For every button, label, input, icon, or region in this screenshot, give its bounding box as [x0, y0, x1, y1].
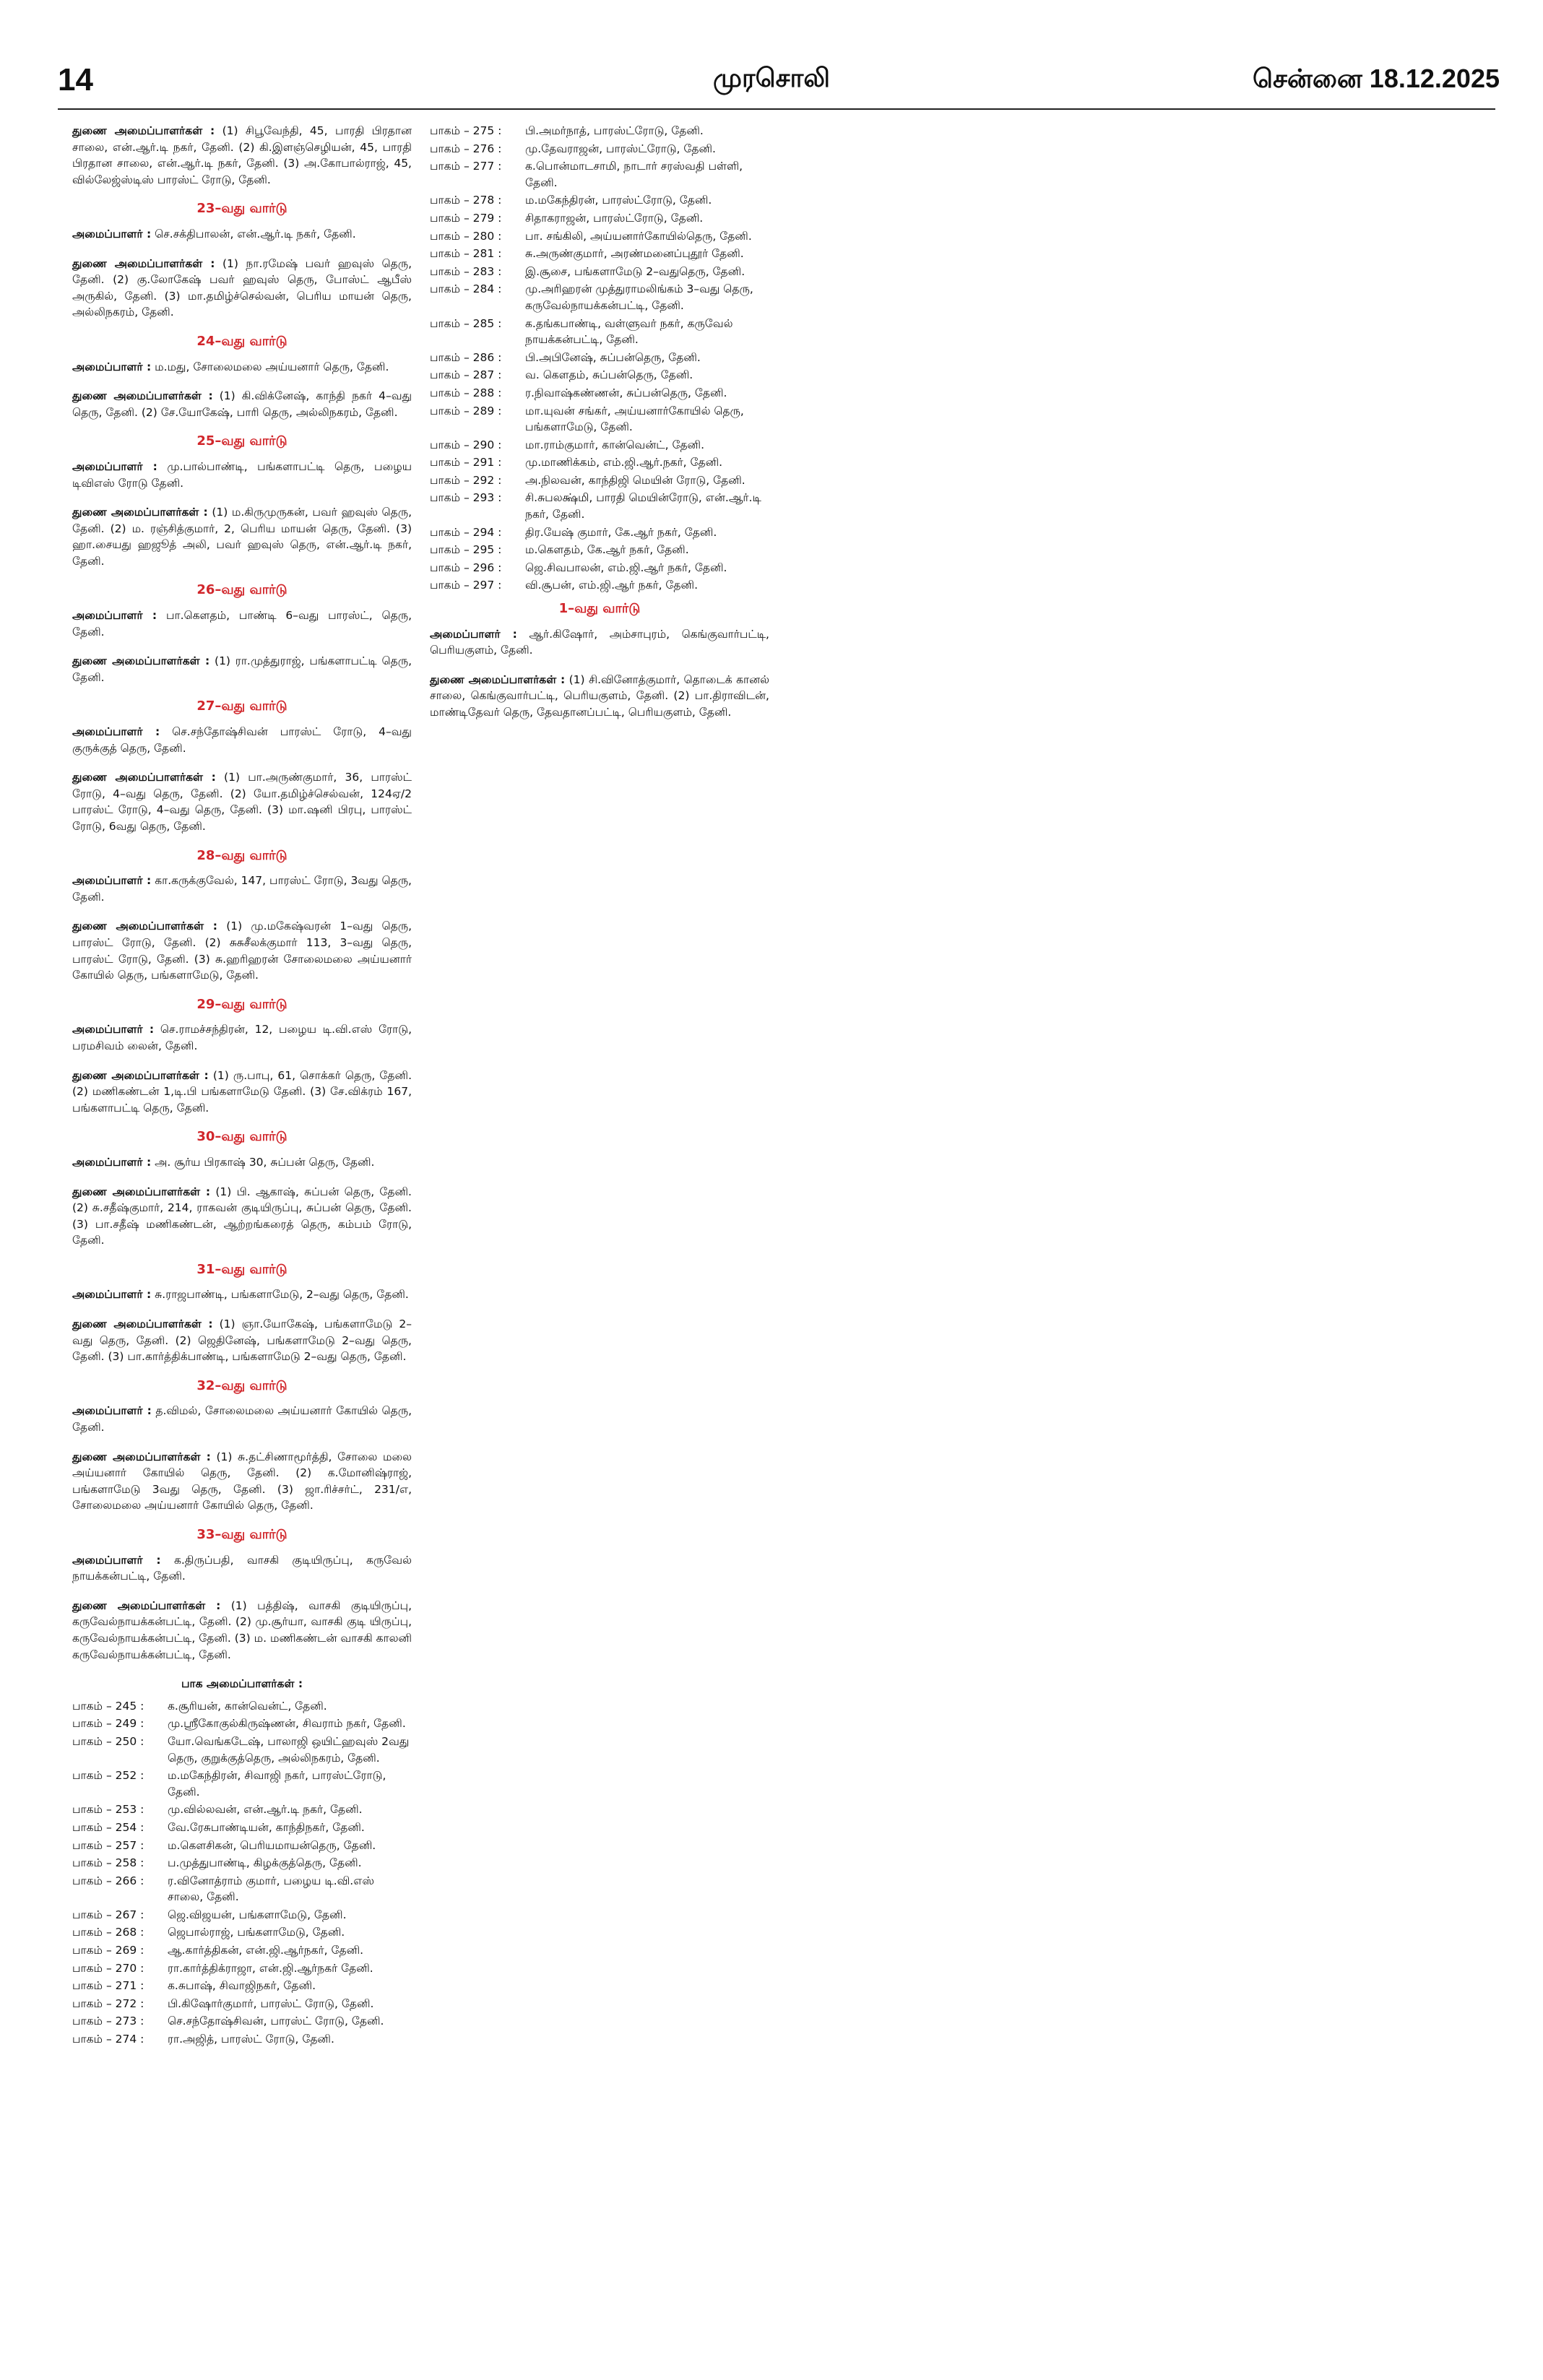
booth-person: வி.சூபன், எம்.ஜி.ஆர் நகர், தேனி. [525, 579, 699, 592]
booth-person: சிதாகராஜன், பாரஸ்ட்ரோடு, தேனி. [525, 211, 704, 225]
appointment-paragraph [72, 504, 412, 569]
role-label: துணை அமைப்பாளர்கள் : [72, 1598, 221, 1612]
ward-heading: 1–வது வார்டு [558, 601, 641, 617]
booth-entry [430, 472, 769, 489]
appointee-details: செ.சந்தோஷ்சிவன் பாரஸ்ட் ரோடு, 4–வது குருக்குத் தெரு, தேனி. [72, 725, 412, 755]
role-label: அமைப்பாளர் : [72, 725, 160, 739]
booth-entry [430, 158, 769, 191]
booth-number: பாகம் – 245 : [72, 1699, 144, 1713]
booth-number: பாகம் – 273 : [72, 2015, 144, 2028]
booth-person: ர.வினோத்ராம் குமார், பழைய டி.வி.எஸ் சாலை, தேனி. [168, 1874, 374, 1904]
booth-entry [72, 1942, 412, 1959]
booth-person: க.பொன்மாடசாமி, நாடார் சரஸ்வதி பள்ளி, தேனி. [525, 160, 743, 189]
booth-person: ம.கௌசிகன், பெரியமாயன்தெரு, தேனி. [168, 1838, 376, 1852]
appointee-details: (1) ரா.முத்துராஜ், பங்களாபட்டி தெரு, தேனி. [72, 654, 412, 684]
appointment-paragraph [72, 1184, 412, 1249]
booth-entry [72, 1996, 412, 2012]
booth-number: பாகம் – 284 : [430, 282, 502, 296]
edition-date: சென்னை 18.12.2025 [1252, 64, 1500, 93]
role-label: துணை அமைப்பாளர்கள் : [430, 672, 566, 686]
appointment-paragraph [72, 769, 412, 834]
role-label: துணை அமைப்பாளர்கள் : [72, 389, 213, 403]
role-label: துணை அமைப்பாளர்கள் : [72, 1068, 209, 1082]
appointee-details: (1) பத்திஷ், வாசகி குடியிருப்பு, கருவேல்நாயக்கன்பட்டி, தேனி. (2) மு.சூர்யா, வாசகி குடி யிருப்பு, கருவேல்நாயக்கன்பட்டி, தேனி. (3) ம. மணிகண்டன் வாசகி காலனி கருவேல்நாயக்கன்பட்டி, தேனி. [72, 1598, 412, 1661]
role-label: அமைப்பாளர் : [72, 1023, 155, 1037]
booth-person: அ.நிலவன், காந்திஜி மெயின் ரோடு, தேனி. [525, 473, 745, 487]
booth-entry [430, 210, 769, 227]
booth-entry [430, 490, 769, 522]
ward-heading: 31–வது வார்டு [196, 1261, 288, 1277]
appointee-details: ம.மது, சோலைமலை அய்யனார் தெரு, தேனி. [155, 360, 389, 373]
booth-entry [72, 2013, 412, 2030]
booth-person: வ. கௌதம், சுப்பன்தெரு, தேனி. [525, 368, 693, 382]
appointee-details: (1) நா.ரமேஷ் பவர் ஹவுஸ் தெரு, தேனி. (2) கு.லோகேஷ் பவர் ஹவுஸ் தெரு, போஸ்ட் ஆபீஸ் அருகில், தேனி. (3) மா.தமிழ்ச்செல்வன், பெரிய மாயன் தெரு, அல்லிநகரம், தேனி. [72, 256, 412, 319]
appointment-paragraph [72, 1286, 412, 1303]
role-label: அமைப்பாளர் : [72, 1155, 152, 1169]
booth-person: மு.மாணிக்கம், எம்.ஜி.ஆர்.நகர், தேனி. [525, 456, 723, 469]
appointment-paragraph [72, 1068, 412, 1117]
booth-entry [430, 524, 769, 541]
ward-heading: 29–வது வார்டு [196, 996, 288, 1012]
booth-person: ஜெபால்ராஜ், பங்களாமேடு, தேனி. [168, 1926, 345, 1939]
booth-number: பாகம் – 277 : [430, 160, 502, 173]
booth-entry [72, 1960, 412, 1977]
role-label: அமைப்பாளர் : [72, 360, 152, 373]
appointee-details: (1) சு.தட்சிணாமூர்த்தி, சோலை மலை அய்யனார் கோயில் தெரு, தேனி. (2) க.மோனிஷ்ராஜ், பங்களாமேடு 3வது தெரு, தேனி. (3) ஜா.ரிச்சர்ட், 231/எ, சோலைமலை அய்யனார் கோயில் தெரு, தேனி. [72, 1450, 412, 1513]
booth-person: சு.அருண்குமார், அரண்மனைப்புதூர் தேனி. [525, 247, 744, 261]
booth-person: பி.அபினேஷ், சுப்பன்தெரு, தேனி. [525, 350, 701, 364]
booth-number: பாகம் – 250 : [72, 1734, 144, 1748]
booth-number: பாகம் – 291 : [430, 456, 502, 469]
booth-person: திர.யேஷ் குமார், கே.ஆர் நகர், தேனி. [525, 525, 717, 539]
column-1 [72, 123, 412, 2049]
appointment-paragraph [72, 226, 412, 243]
appointee-details: (1) பி. ஆகாஷ், சுப்பன் தெரு, தேனி. (2) சு.சதீஷ்குமார், 214, ராகவன் குடியிருப்பு, சுப்பன் தெரு, தேனி. (3) பா.சதீஷ் மணிகண்டன், ஆற்றங்கரைத் தெரு, கம்பம் ரோடு, தேனி. [72, 1185, 412, 1247]
booth-entry [430, 192, 769, 209]
appointee-details: (1) சிபூவேந்தி, 45, பாரதி பிரதான சாலை, என்.ஆர்.டி நகர், தேனி. (2) கி.இளஞ்செழியன், 45, பாரதி பிரதான சாலை, என்.ஆர்.டி நகர், தேனி. (3) அ.கோபால்ராஜ், 45, வில்லேஜ்ஸ்டிஸ் பாரஸ்ட் ரோடு, தேனி. [72, 124, 412, 186]
booth-number: பாகம் – 257 : [72, 1838, 144, 1852]
appointment-paragraph [72, 918, 412, 983]
appointment-paragraph [72, 1449, 412, 1514]
booth-person: ம.மகேந்திரன், சிவாஜி நகர், பாரஸ்ட்ரோடு, தேனி. [168, 1769, 386, 1799]
booth-number: பாகம் – 281 : [430, 247, 502, 261]
role-label: துணை அமைப்பாளர்கள் : [72, 771, 216, 784]
booth-number: பாகம் – 289 : [430, 404, 502, 417]
booth-entry [430, 228, 769, 245]
booth-person: பி.அமர்நாத், பாரஸ்ட்ரோடு, தேனி. [525, 124, 704, 137]
appointee-details: அ. சூர்ய பிரகாஷ் 30, சுப்பன் தெரு, தேனி. [155, 1155, 375, 1169]
role-label: துணை அமைப்பாளர்கள் : [72, 1450, 211, 1463]
appointee-details: (1) ம.கிருமுருகன், பவர் ஹவுஸ் தெரு, தேனி. (2) ம. ரஞ்சித்குமார், 2, பெரிய மாயன் தெரு, தேனி. (3) ஹா.சையது ஹஜூத் அலி, பவர் ஹவுஸ் தெரு, என்.ஆர்.டி நகர், தேனி. [72, 506, 412, 568]
booth-person: ஜெ.விஜயன், பங்களாமேடு, தேனி. [168, 1908, 347, 1921]
appointment-paragraph [72, 1403, 412, 1435]
booth-entry [430, 350, 769, 366]
role-label: துணை அமைப்பாளர்கள் : [72, 1185, 211, 1198]
appointee-details: கா.கருக்குவேல், 147, பாரஸ்ட் ரோடு, 3வது தெரு, தேனி. [72, 874, 412, 904]
appointee-details: (1) பா.அருண்குமார், 36, பாரஸ்ட் ரோடு, 4–வது தெரு, தேனி. (2) யோ.தமிழ்ச்செல்வன், 124ஏ/2 பாரஸ்ட் ரோடு, 4–வது தெரு, தேனி. (3) மா.ஷனி பிரபு, பாரஸ்ட் ரோடு, 6வது தெரு, தேனி. [72, 771, 412, 833]
booth-entry [430, 437, 769, 454]
booth-number: பாகம் – 295 : [430, 543, 502, 557]
appointee-details: மு.பால்பாண்டி, பங்களாபட்டி தெரு, பழைய டிவிஎஸ் ரோடு தேனி. [72, 459, 412, 490]
ward-heading: 30–வது வார்டு [196, 1129, 288, 1145]
role-label: துணை அமைப்பாளர்கள் : [72, 256, 215, 270]
booth-person: மு.தேவராஜன், பாரஸ்ட்ரோடு, தேனி. [525, 142, 716, 155]
booth-person: க.சுபாஷ், சிவாஜிநகர், தேனி. [168, 1979, 316, 1993]
booth-person: சி.சுபலக்ஷ்மி, பாரதி மெயின்ரோடு, என்.ஆர்.டி நகர், தேனி. [525, 491, 761, 522]
booth-number: பாகம் – 272 : [72, 1996, 144, 2010]
booth-person: ரா.அஜித், பாரஸ்ட் ரோடு, தேனி. [168, 2033, 334, 2046]
booth-person: மா.ராம்குமார், கான்வென்ட், தேனி. [525, 438, 705, 451]
ward-heading: 26–வது வார்டு [196, 582, 288, 598]
booth-number: பாகம் – 249 : [72, 1717, 144, 1731]
ward-heading: 23–வது வார்டு [196, 201, 288, 217]
booth-entry [72, 2031, 412, 2048]
appointment-paragraph [430, 626, 769, 659]
booth-number: பாகம் – 293 : [430, 491, 502, 505]
booth-entry [430, 577, 769, 594]
booth-number: பாகம் – 296 : [430, 561, 502, 574]
appointment-paragraph [72, 459, 412, 491]
ward-heading: 33–வது வார்டு [196, 1527, 288, 1542]
booth-person: பா. சங்கிலி, அய்யனார்கோயில்தெரு, தேனி. [525, 229, 752, 243]
booth-entry [72, 1801, 412, 1818]
booth-entry [430, 281, 769, 313]
appointment-paragraph [72, 359, 412, 376]
appointee-details: ஆர்.கிஷோர், அம்சாபுரம், கெங்குவார்பட்டி, பெரியகுளம், தேனி. [430, 627, 769, 657]
booth-number: பாகம் – 275 : [430, 124, 502, 137]
booth-number: பாகம் – 288 : [430, 386, 502, 399]
booth-person: மு.அரிஹரன் முத்துராமலிங்கம் 3–வது தெரு, கருவேல்நாயக்கன்பட்டி, தேனி. [525, 282, 753, 312]
appointment-paragraph [72, 256, 412, 321]
role-label: அமைப்பாளர் : [430, 627, 517, 641]
booth-entry [72, 1698, 412, 1715]
booth-number: பாகம் – 268 : [72, 1926, 144, 1939]
booth-entry [430, 264, 769, 280]
booth-entry [430, 403, 769, 436]
booth-entry [72, 1873, 412, 1905]
appointee-details: த.விமல், சோலைமலை அய்யனார் கோயில் தெரு, தேனி. [72, 1404, 412, 1435]
booth-entry [72, 1838, 412, 1854]
booth-entry [430, 367, 769, 384]
appointee-details: செ.ராமச்சந்திரன், 12, பழைய டி.வி.எஸ் ரோடு, பரமசிவம் லைன், தேனி. [72, 1023, 412, 1052]
booth-entry [430, 542, 769, 558]
booth-entry [430, 454, 769, 471]
booth-number: பாகம் – 279 : [430, 211, 502, 225]
booth-entry [72, 1715, 412, 1732]
booth-number: பாகம் – 280 : [430, 229, 502, 243]
booth-person: ரா.கார்த்திக்ராஜா, என்.ஜி.ஆர்நகர் தேனி. [168, 1961, 373, 1975]
appointee-details: க.திருப்பதி, வாசகி குடியிருப்பு, கருவேல் நாயக்கன்பட்டி, தேனி. [72, 1553, 412, 1583]
ward-heading: 24–வது வார்டு [196, 333, 288, 349]
role-label: அமைப்பாளர் : [72, 609, 157, 623]
booth-person: இ.சூசை, பங்களாமேடு 2–வதுதெரு, தேனி. [525, 264, 745, 278]
booth-person: மு.ஸ்ரீகோகுல்கிருஷ்ணன், சிவராம் நகர், தேனி. [168, 1717, 406, 1731]
column-2 [430, 123, 769, 734]
appointee-details: செ.சக்திபாலன், என்.ஆர்.டி நகர், தேனி. [155, 227, 356, 241]
booth-person: ம.மகேந்திரன், பாரஸ்ட்ரோடு, தேனி. [525, 194, 712, 207]
booth-number: பாகம் – 287 : [430, 368, 502, 382]
ward-heading: 27–வது வார்டு [196, 698, 288, 714]
booth-entry [72, 1978, 412, 1994]
booth-entry [430, 246, 769, 262]
appointment-paragraph [72, 123, 412, 188]
booth-entry [72, 1767, 412, 1800]
booth-number: பாகம் – 270 : [72, 1961, 144, 1975]
booth-number: பாகம் – 294 : [430, 525, 502, 539]
booth-number: பாகம் – 292 : [430, 473, 502, 487]
booth-person: ப.முத்துபாண்டி, கிழக்குத்தெரு, தேனி. [168, 1856, 362, 1870]
page-number: 14 [58, 62, 93, 98]
booth-person: ர.நிவாஷ்கண்ணன், சுப்பன்தெரு, தேனி. [525, 386, 727, 399]
ward-heading: 28–வது வார்டு [196, 847, 288, 863]
booth-number: பாகம் – 258 : [72, 1856, 144, 1870]
appointment-paragraph [72, 1154, 412, 1171]
appointee-details: (1) ஞா.யோகேஷ், பங்களாமேடு 2–வது தெரு, தேனி. (2) ஜெதினேஷ், பங்களாமேடு 2–வது தெரு, தேனி. (3) பா.கார்த்திக்பாண்டி, பங்களாமேடு 2–வது தெரு, தேனி. [72, 1317, 412, 1364]
appointee-details: (1) சி.வினோத்குமார், தொடைக் கானல் சாலை, கெங்குவார்பட்டி, பெரியகுளம், தேனி. (2) பா.திராவிடன், மாண்டிதேவர் தெரு, தேவதானப்பட்டி, பெரியகுளம், தேனி. [430, 672, 769, 719]
booth-person: மா.யுவன் சங்கர், அய்யனார்கோயில் தெரு, பங்களாமேடு, தேனி. [525, 404, 744, 434]
booth-number: பாகம் – 290 : [430, 438, 502, 451]
booth-number: பாகம் – 278 : [430, 194, 502, 207]
booth-number: பாகம் – 297 : [430, 579, 502, 592]
booth-entry [430, 560, 769, 576]
role-label: துணை அமைப்பாளர்கள் : [72, 654, 210, 668]
role-label: அமைப்பாளர் : [72, 1553, 161, 1567]
booth-entry [72, 1819, 412, 1836]
booth-number: பாகம் – 271 : [72, 1979, 144, 1993]
appointment-paragraph [72, 724, 412, 756]
booth-number: பாகம் – 274 : [72, 2033, 144, 2046]
appointment-paragraph [72, 1598, 412, 1663]
appointment-paragraph [430, 672, 769, 721]
booth-number: பாகம் – 267 : [72, 1908, 144, 1921]
booth-person: க.தங்கபாண்டி, வள்ளுவர் நகர், கருவேல் நாயக்கன்பட்டி, தேனி. [525, 316, 733, 347]
booth-person: ஆ.கார்த்திகன், என்.ஜி.ஆர்நகர், தேனி. [168, 1944, 364, 1957]
appointee-details: (1) ரு.பாபு, 61, சொக்கர் தெரு, தேனி. (2) மணிகண்டன் 1,டி.பி பங்களாமேடு தேனி. (3) சே.விக்ரம் 167, பங்களாபட்டி தெரு, தேனி. [72, 1068, 412, 1115]
booth-number: பாகம் – 285 : [430, 316, 502, 330]
role-label: அமைப்பாளர் : [72, 874, 152, 888]
appointment-paragraph [72, 653, 412, 685]
appointee-details: சு.ராஜபாண்டி, பங்களாமேடு, 2–வது தெரு, தேனி. [155, 1288, 409, 1302]
appointment-paragraph [72, 607, 412, 640]
appointee-details: பா.கௌதம், பாண்டி 6–வது பாரஸ்ட், தெரு, தேனி. [72, 609, 412, 639]
appointment-paragraph [72, 873, 412, 905]
appointment-paragraph [72, 388, 412, 420]
role-label: அமைப்பாளர் : [72, 459, 157, 473]
booth-entry [430, 316, 769, 348]
booth-entry [430, 123, 769, 139]
role-label: துணை அமைப்பாளர்கள் : [72, 1317, 213, 1331]
role-label: துணை அமைப்பாளர்கள் : [72, 124, 215, 137]
newspaper-name: முரசொலி [713, 64, 830, 93]
role-label: துணை அமைப்பாளர்கள் : [72, 506, 208, 519]
booth-number: பாகம் – 276 : [430, 142, 502, 155]
booth-person: க.சூரியன், கான்வென்ட், தேனி. [168, 1699, 327, 1713]
booth-number: பாகம் – 283 : [430, 264, 502, 278]
booth-person: மு.வில்லவன், என்.ஆர்.டி நகர், தேனி. [168, 1803, 363, 1817]
booth-person: செ.சந்தோஷ்சிவன், பாரஸ்ட் ரோடு, தேனி. [168, 2015, 384, 2028]
booth-person: யோ.வெங்கடேஷ், பாலாஜி ஒயிட்ஹவுஸ் 2வது தெரு, குறுக்குத்தெரு, அல்லிநகரம், தேனி. [168, 1734, 410, 1765]
masthead [29, 56, 1514, 107]
booth-number: பாகம் – 266 : [72, 1874, 144, 1887]
role-label: துணை அமைப்பாளர்கள் : [72, 919, 217, 933]
appointee-details: (1) மு.மகேஷ்வரன் 1–வது தெரு, பாரஸ்ட் ரோடு, தேனி. (2) சுசுசீலக்குமார் 113, 3–வது தெரு, பாரஸ்ட் ரோடு, தேனி. (3) சு.ஹரிஹரன் சோலைமலை அய்யனார் கோயில் தெரு, பங்களாமேடு, தேனி. [72, 919, 412, 982]
masthead-rule [58, 108, 1495, 110]
booth-person: ம.கௌதம், கே.ஆர் நகர், தேனி. [525, 543, 689, 557]
booth-number: பாகம் – 269 : [72, 1944, 144, 1957]
appointment-paragraph [72, 1021, 412, 1054]
appointee-details: (1) கி.விக்னேஷ், காந்தி நகர் 4–வது தெரு, தேனி. (2) சே.யோகேஷ், பாரி தெரு, அல்லிநகரம், தேனி. [72, 389, 412, 419]
booth-entry [72, 1907, 412, 1924]
role-label: அமைப்பாளர் : [72, 1288, 152, 1302]
booth-person: பி.கிஷோர்குமார், பாரஸ்ட் ரோடு, தேனி. [168, 1996, 374, 2010]
booth-entry [430, 141, 769, 157]
booth-number: பாகம் – 253 : [72, 1803, 144, 1817]
booth-entry [430, 385, 769, 402]
ward-heading: 25–வது வார்டு [196, 433, 288, 449]
booth-number: பாகம் – 252 : [72, 1769, 144, 1783]
section-subheading: பாக அமைப்பாளர்கள் : [181, 1677, 303, 1691]
booth-person: வே.ரேசுபாண்டியன், காந்திநகர், தேனி. [168, 1820, 365, 1834]
role-label: அமைப்பாளர் : [72, 1404, 152, 1418]
appointment-paragraph [72, 1552, 412, 1585]
ward-heading: 32–வது வார்டு [196, 1377, 288, 1393]
booth-number: பாகம் – 254 : [72, 1820, 144, 1834]
appointment-paragraph [72, 1316, 412, 1365]
role-label: அமைப்பாளர் : [72, 227, 152, 241]
booth-entry [72, 1855, 412, 1871]
booth-person: ஜெ.சிவபாலன், எம்.ஜி.ஆர் நகர், தேனி. [525, 561, 727, 574]
booth-entry [72, 1734, 412, 1766]
booth-number: பாகம் – 286 : [430, 350, 502, 364]
booth-entry [72, 1924, 412, 1941]
